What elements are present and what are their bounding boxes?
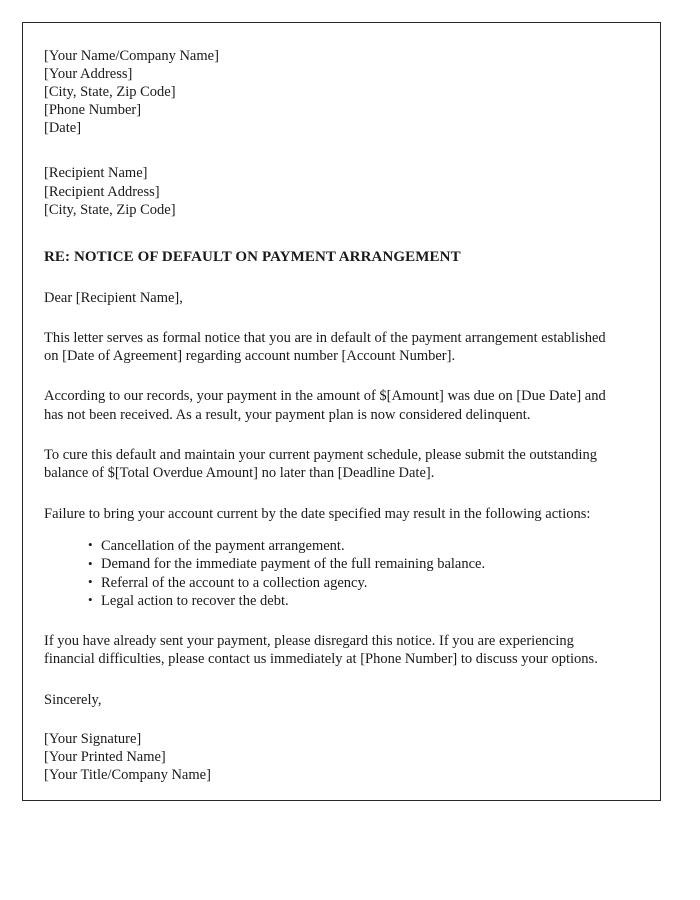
sender-phone-line: [Phone Number] <box>44 102 142 119</box>
sender-name-line: [Your Name/Company Name] <box>44 48 219 64</box>
recipient-city-line: [City, State, Zip Code] <box>44 201 176 218</box>
recipient-address-block <box>44 164 612 218</box>
printed-name-line: [Your Printed Name] <box>44 748 166 765</box>
closing-paragraph: If you have already sent your payment, please disregard this notice. If you are experiencing financial difficulties, please contact us immediately at [Phone Number] to discuss your options. <box>44 633 598 668</box>
letter-body <box>23 23 660 784</box>
letter-page-border <box>22 22 661 801</box>
list-item: • Demand for the immediate payment of the full remaining balance. <box>88 555 612 573</box>
list-item: • Referral of the account to a collection agency. <box>88 574 612 592</box>
sender-city-line: [City, State, Zip Code] <box>44 84 176 101</box>
subject-line: RE: NOTICE OF DEFAULT ON PAYMENT ARRANGEMENT <box>44 248 461 265</box>
recipient-name-line: [Recipient Name] <box>44 165 148 182</box>
sender-street-line: [Your Address] <box>44 66 133 83</box>
body-paragraph-4: Failure to bring your account current by the date specified may result in the following actions: <box>44 505 591 522</box>
list-item: • Legal action to recover the debt. <box>88 592 612 610</box>
body-paragraph-1: This letter serves as formal notice that you are in default of the payment arrangement established on [Date of Agreement] regarding account number [Account Number]. <box>44 329 606 365</box>
body-paragraph-3: To cure this default and maintain your current payment schedule, please submit the outstanding balance of $[Total Overdue Amount] no later than [Deadline Date]. <box>44 447 598 482</box>
recipient-street-line: [Recipient Address] <box>44 183 160 200</box>
list-item: • Cancellation of the payment arrangement. <box>88 537 612 555</box>
signature-line: [Your Signature] <box>44 730 142 747</box>
signature-block <box>44 730 612 784</box>
salutation-line: Dear [Recipient Name], <box>44 289 183 306</box>
sign-off-line: Sincerely, <box>44 691 102 708</box>
body-paragraph-2: According to our records, your payment in the amount of $[Amount] was due on [Due Date] and has not been received. As a result, your payment plan is now considered delinquent. <box>44 388 606 423</box>
sender-address-block <box>44 47 612 137</box>
sender-date-line: [Date] <box>44 120 82 137</box>
address-block-spacer <box>44 137 612 164</box>
action-list <box>44 537 612 610</box>
title-company-line: [Your Title/Company Name] <box>44 766 211 783</box>
